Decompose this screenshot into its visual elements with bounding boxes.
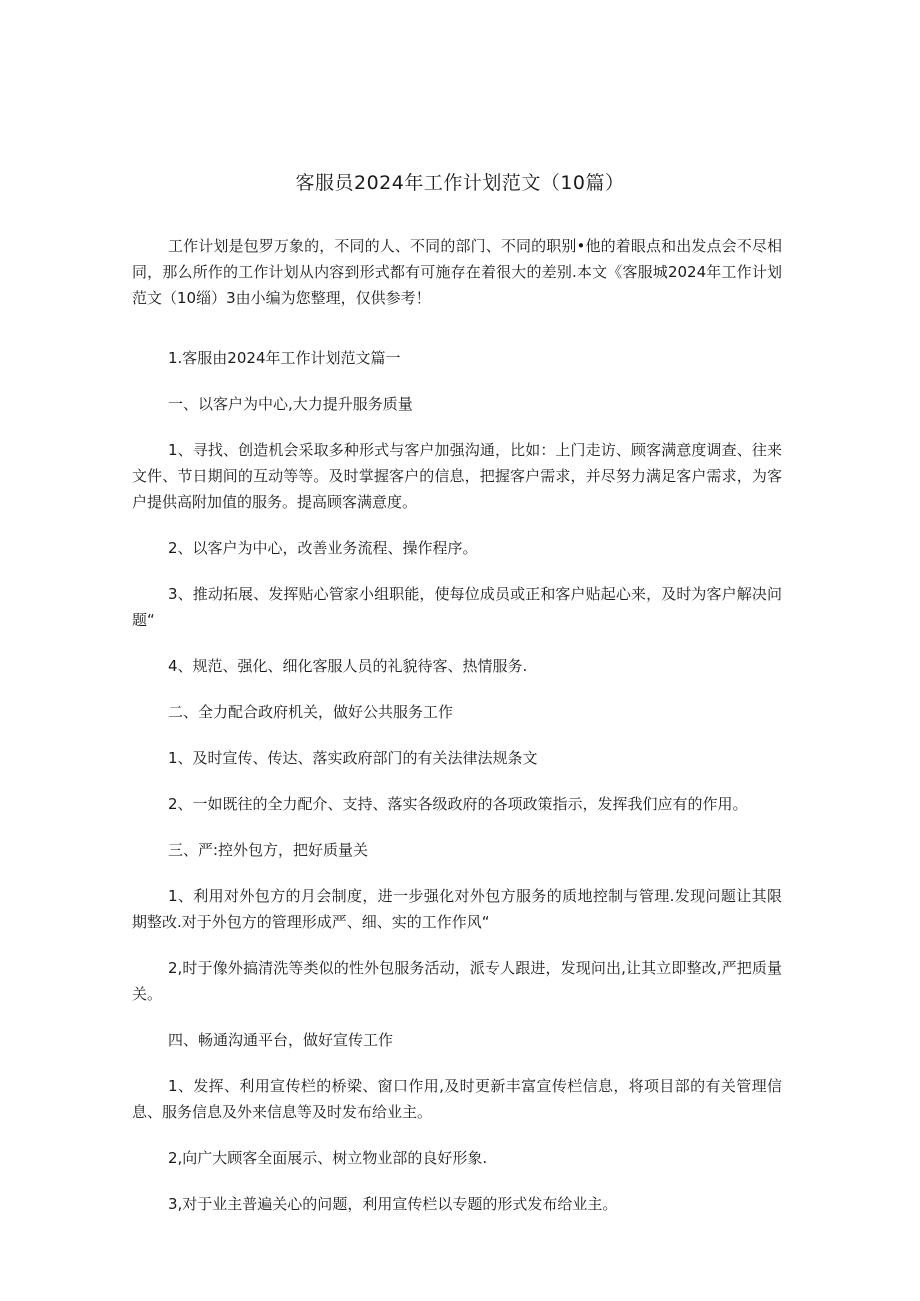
list-item: 1、寻找、创造机会采取多种形式与客户加强沟通，比如：上门走访、顾客满意度调查、往来文件、节日期间的互动等等。及时掌握客户的信息，把握客户需求，并尽努力满足客户需求，为客户提供高附加值的服务。提高顾客满意度。 [132,441,782,511]
list-item: 2,时于像外搞清洗等类似的性外包服务活动，派专人跟进，发现问出,让其立即整改,严把质量关。 [132,959,782,1003]
subsection-heading: 二、全力配合政府机关，做好公共服务工作 [168,703,454,721]
list-item: 4、规范、强化、细化客服人员的礼貌待客、热情服务. [168,657,528,675]
intro-paragraph: 工作计划是包罗万象的，不同的人、不同的部门、不同的职别•他的着眼点和出发点会不尽相同，那么所作的工作计划从内容到形式都有可施存在着很大的差别.本文《客服城2024年工作计划范文（10缁）3由小编为您整理，仅供参考！ [132,237,782,307]
subsection-heading: 三、严:控外包方，把好质量关 [168,841,369,859]
list-item: 3、推动拓展、发挥贴心管家小组职能，使每位成员或正和客户贴起心来，及时为客户解决问题“ [132,585,782,629]
subsection-heading: 四、畅通沟通平台，做好宣传工作 [168,1031,394,1049]
list-item: 2、以客户为中心，改善业务流程、操作程序。 [168,539,478,557]
document-body [132,233,782,1237]
section-heading: 1.客服由2024年工作计划范文篇一 [168,349,401,367]
list-item: 2,向广大顾客全面展示、树立物业部的良好形象. [168,1149,488,1167]
list-item: 2、一如既往的全力配介、支持、落实各级政府的各项政策指示，发挥我们应有的作用。 [168,795,748,813]
list-item: 1、及时宣传、传达、落实政府部门的有关法律法规条文 [168,749,538,767]
document-title: 客服员2024年工作计划范文（10篇） [295,172,625,194]
list-item: 1、利用对外包方的月会制度，进一步强化对外包方服务的质地控制与管理.发现问题让其限期整改.对于外包方的管理形成严、细、实的工作作风“ [132,887,782,931]
list-item: 1、发挥、利用宣传栏的桥梁、窗口作用,及时更新丰富宣传栏信息，将项目部的有关管理信息、服务信息及外来信息等及时发布给业主。 [132,1077,782,1121]
list-item: 3,对于业主普遍关心的问题，利用宣传栏以专题的形式发布给业主。 [168,1195,618,1213]
subsection-heading: 一、以客户为中心,大力提升服务质量 [168,395,413,413]
